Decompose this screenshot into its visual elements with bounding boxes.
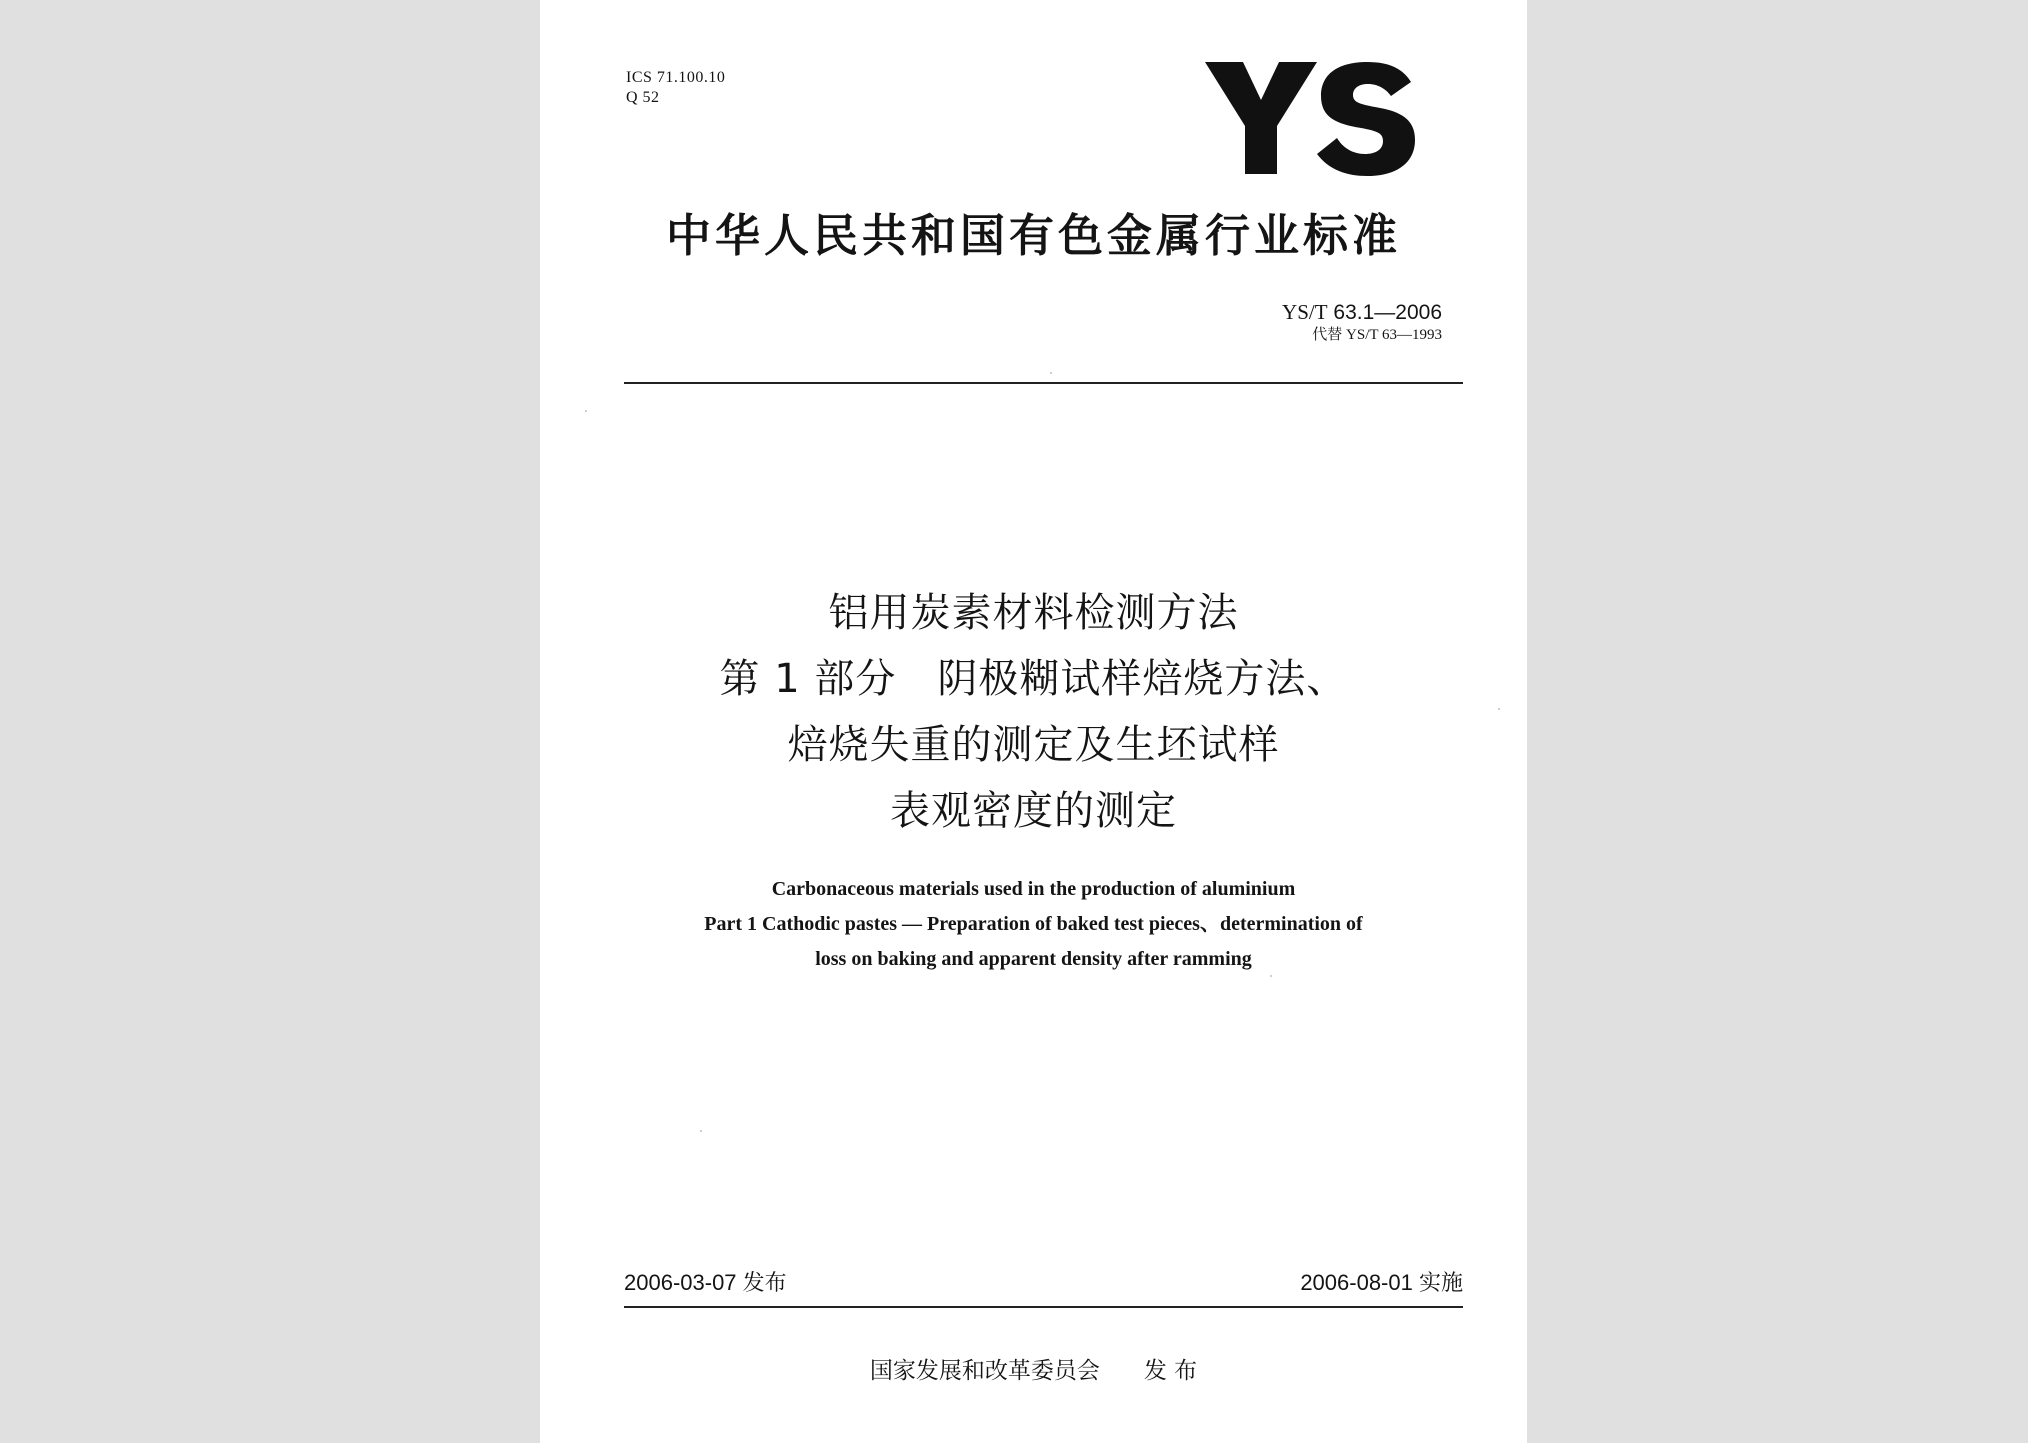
issuing-body-title: 中华人民共和国有色金属行业标准 bbox=[665, 209, 1401, 262]
scan-speck bbox=[585, 410, 587, 412]
title-en-line-3: loss on baking and apparent density after ramming bbox=[815, 948, 1252, 970]
scan-speck bbox=[1270, 975, 1272, 977]
document-page bbox=[540, 0, 1527, 1443]
publisher bbox=[540, 1356, 1527, 1386]
issue-date-label: 发布 bbox=[742, 1270, 787, 1295]
standard-number-value: 63.1—2006 bbox=[1333, 301, 1442, 324]
title-cn-line-1: 铝用炭素材料检测方法 bbox=[828, 590, 1239, 636]
implementation-date-value: 2006-08-01 bbox=[1300, 1270, 1413, 1295]
scan-speck bbox=[700, 1130, 702, 1132]
title-chinese bbox=[540, 580, 1527, 844]
title-english bbox=[540, 872, 1527, 977]
title-cn-line-3: 焙烧失重的测定及生坯试样 bbox=[787, 722, 1280, 768]
classification-codes bbox=[626, 68, 725, 108]
implementation-date-label: 实施 bbox=[1418, 1270, 1463, 1295]
title-en-line-1: Carbonaceous materials used in the production of aluminium bbox=[771, 878, 1296, 900]
scan-speck bbox=[1050, 372, 1052, 374]
publisher-action: 发 布 bbox=[1143, 1358, 1198, 1384]
title-cn-line-4: 表观密度的测定 bbox=[890, 788, 1177, 834]
publisher-name: 国家发展和改革委员会 bbox=[869, 1358, 1100, 1384]
ys-logo-y bbox=[1205, 62, 1317, 174]
issue-date-value: 2006-03-07 bbox=[624, 1270, 737, 1295]
ys-logo-s bbox=[1317, 62, 1415, 176]
title-cn-line-2: 第 1 部分 阴极糊试样焙烧方法、 bbox=[719, 656, 1348, 702]
ics-code: ICS 71.100.10 bbox=[626, 69, 726, 86]
ccs-code: Q 52 bbox=[626, 89, 660, 106]
standard-number bbox=[1282, 300, 1442, 325]
ys-logo bbox=[1205, 62, 1415, 177]
issue-date bbox=[624, 1270, 787, 1296]
header-divider bbox=[624, 382, 1463, 384]
title-en-line-2: Part 1 Cathodic pastes — Preparation of baked test pieces、determination of bbox=[704, 913, 1363, 935]
implementation-date bbox=[1300, 1270, 1463, 1296]
replaced-standard: 代替 YS/T 63—1993 bbox=[1312, 327, 1442, 343]
standard-prefix: YS/T bbox=[1282, 300, 1328, 324]
scan-speck bbox=[1498, 708, 1500, 710]
footer-divider bbox=[624, 1306, 1463, 1308]
